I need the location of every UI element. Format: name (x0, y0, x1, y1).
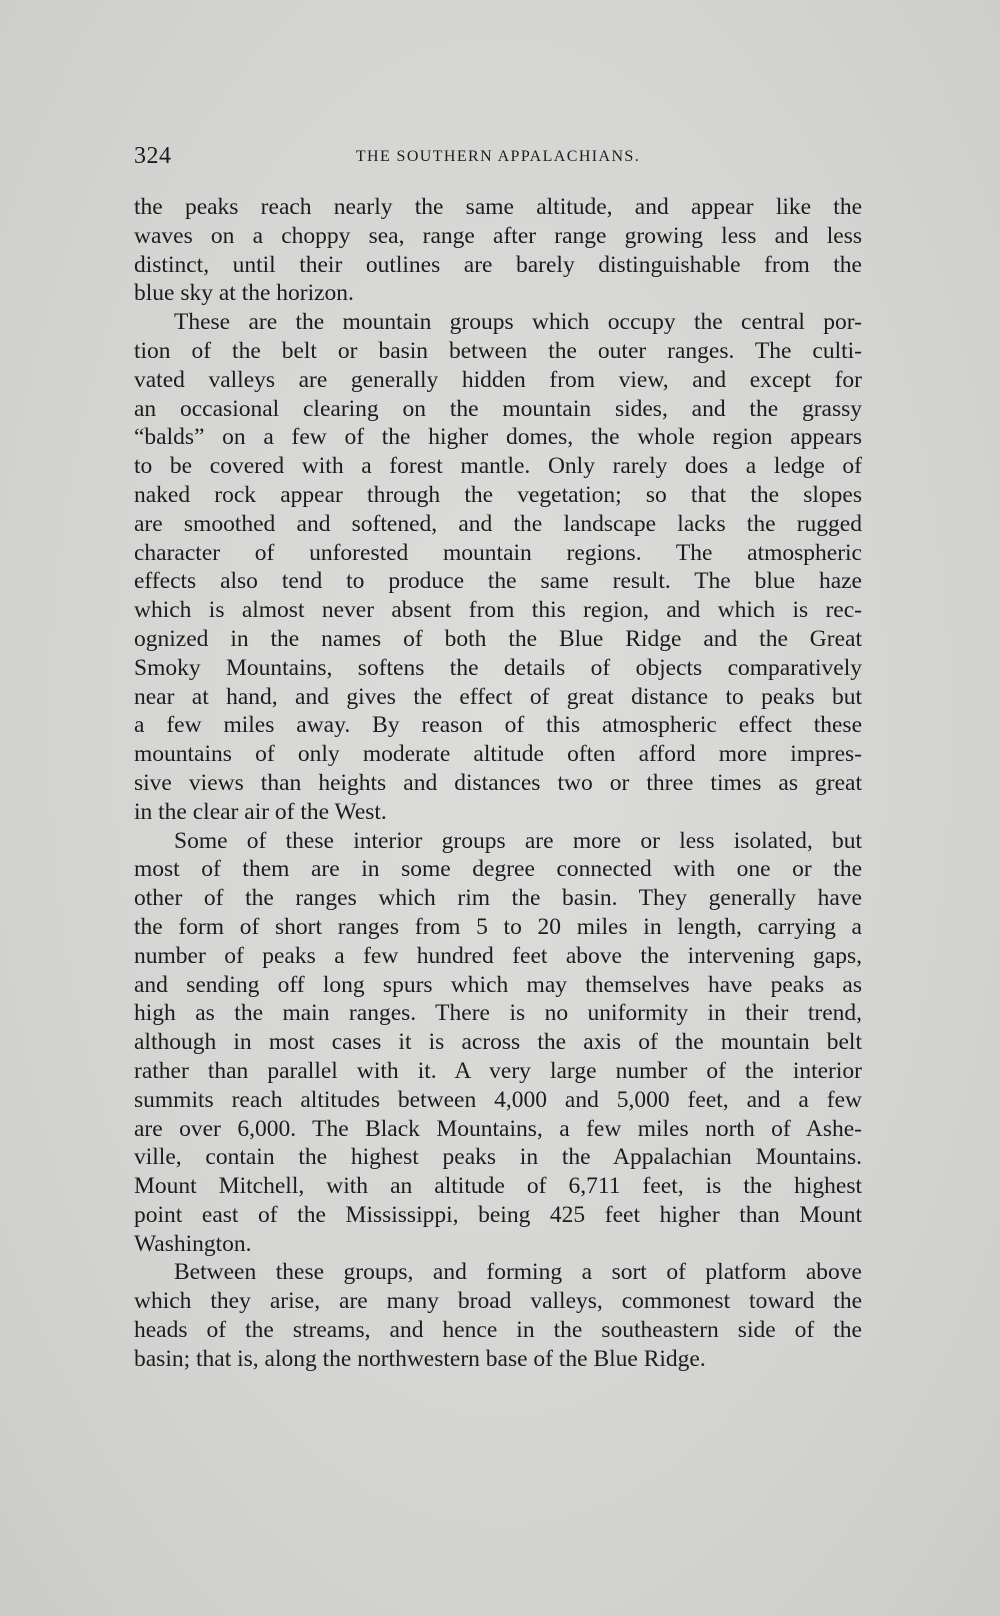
text-line: blue sky at the horizon. (134, 280, 354, 307)
text-line: although in most cases it is across the axis of the mountain belt (134, 1029, 862, 1056)
text-line: which they arise, are many broad valleys, commonest toward the (134, 1288, 862, 1315)
text-line: sive views than heights and distances two or three times as great (134, 769, 862, 796)
text-line: number of peaks a few hundred feet above the intervening gaps, (134, 942, 862, 969)
paragraph (134, 1258, 862, 1373)
text-line: Some of these interior groups are more or less isolated, but (174, 827, 862, 854)
text-line: summits reach altitudes between 4,000 and 5,000 feet, and a few (134, 1086, 862, 1113)
text-line: point east of the Mississippi, being 425 feet higher than Mount (134, 1201, 862, 1228)
text-line: are over 6,000. The Black Mountains, a few miles north of Ashe- (134, 1115, 862, 1142)
text-line: character of unforested mountain regions. The atmospheric (134, 539, 862, 566)
text-line: high as the main ranges. There is no uniformity in their trend, (134, 1000, 862, 1027)
text-line: naked rock appear through the vegetation; so that the slopes (134, 481, 862, 508)
text-line: most of them are in some degree connected with one or the (134, 856, 862, 883)
text-line: a few miles away. By reason of this atmospheric effect these (134, 712, 862, 739)
paragraph (134, 308, 862, 826)
text-line: “balds” on a few of the higher domes, the whole region appears (134, 424, 862, 451)
paragraph (134, 193, 862, 308)
text-line: ville, contain the highest peaks in the Appalachian Mountains. (134, 1144, 862, 1171)
text-line: to be covered with a forest mantle. Only rarely does a ledge of (134, 453, 862, 480)
text-line: ognized in the names of both the Blue Ridge and the Great (134, 625, 862, 652)
text-line: heads of the streams, and hence in the southeastern side of the (134, 1317, 862, 1344)
text-line: the peaks reach nearly the same altitude, and appear like the (134, 194, 862, 220)
paragraph (134, 827, 862, 1259)
text-line: effects also tend to produce the same result. The blue haze (134, 568, 862, 595)
text-line: an occasional clearing on the mountain sides, and the grassy (134, 395, 862, 422)
text-line: Smoky Mountains, softens the details of objects comparatively (134, 654, 862, 681)
text-line: the form of short ranges from 5 to 20 miles in length, carrying a (134, 913, 862, 940)
text-line: and sending off long spurs which may themselves have peaks as (134, 971, 862, 998)
text-line: basin; that is, along the northwestern base of the Blue Ridge. (134, 1345, 706, 1372)
text-line: which is almost never absent from this region, and which is rec- (134, 597, 862, 624)
text-line: Between these groups, and forming a sort of platform above (174, 1259, 862, 1286)
text-line: waves on a choppy sea, range after range growing less and less (134, 222, 862, 249)
text-line: other of the ranges which rim the basin. They generally have (134, 885, 862, 912)
page-number: 324 (134, 143, 172, 169)
text-line: Mount Mitchell, with an altitude of 6,711 feet, is the highest (134, 1173, 862, 1200)
running-head: THE SOUTHERN APPALACHIANS. (355, 148, 641, 165)
text-line: near at hand, and gives the effect of great distance to peaks but (134, 683, 862, 710)
page-header (134, 143, 862, 175)
text-line: vated valleys are generally hidden from view, and except for (134, 366, 862, 393)
body-text (134, 193, 862, 1374)
text-line: Washington. (134, 1230, 252, 1257)
text-line: tion of the belt or basin between the outer ranges. The culti- (134, 337, 862, 364)
text-line: rather than parallel with it. A very large number of the interior (134, 1057, 862, 1084)
text-line: These are the mountain groups which occupy the central por- (174, 309, 862, 336)
text-line: are smoothed and softened, and the landscape lacks the rugged (134, 510, 862, 537)
text-line: in the clear air of the West. (134, 798, 387, 825)
text-line: mountains of only moderate altitude often afford more impres- (134, 741, 862, 768)
text-line: distinct, until their outlines are barely distinguishable from the (134, 251, 862, 278)
